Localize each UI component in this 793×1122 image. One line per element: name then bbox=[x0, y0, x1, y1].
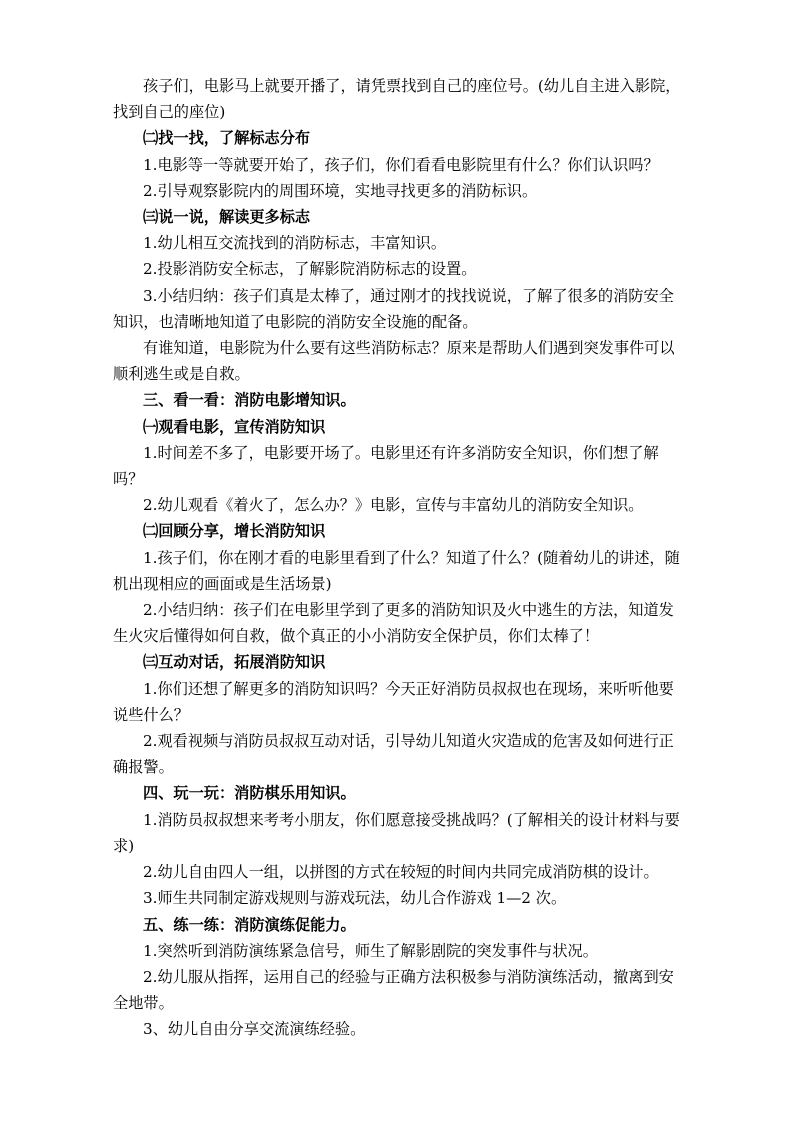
paragraph: 2.幼儿观看《着火了，怎么办？》电影，宣传与丰富幼儿的消防安全知识。 bbox=[143, 496, 644, 515]
paragraph: 2.引导观察影院内的周围环境，实地寻找更多的消防标识。 bbox=[143, 181, 538, 200]
paragraph: 2.幼儿服从指挥，运用自己的经验与正确方法积极参与消防演练活动，撤离到安全地带。 bbox=[113, 967, 674, 1013]
paragraph: 1.你们还想了解更多的消防知识吗？今天正好消防员叔叔也在现场，来听听他要说些什么？ bbox=[113, 679, 674, 724]
section-heading-drill: 五、练一练：消防演练促能力。 bbox=[143, 915, 356, 934]
paragraph: 2.观看视频与消防员叔叔互动对话，引导幼儿知道火灾造成的危害及如何进行正确报警。 bbox=[113, 732, 674, 777]
heading-watch-movie: ㈠观看电影，宣传消防知识 bbox=[143, 417, 326, 436]
paragraph: 3.小结归纳：孩子们真是太棒了，通过刚才的找找说说，了解了很多的消防安全知识，也清晰地知道了电影院的消防安全设施的配备。 bbox=[113, 286, 674, 331]
paragraph: 3.师生共同制定游戏规则与游戏玩法，幼儿合作游戏 1—2 次。 bbox=[143, 889, 567, 908]
heading-review-share: ㈡回顾分享，增长消防知识 bbox=[143, 522, 326, 541]
paragraph: 3、幼儿自由分享交流演练经验。 bbox=[143, 1020, 366, 1039]
heading-interactive-dialogue: ㈢互动对话，拓展消防知识 bbox=[143, 653, 326, 672]
paragraph: 2.小结归纳：孩子们在电影里学到了更多的消防知识及火中逃生的方法，知道发生火灾后懂得如何自救，做个真正的小小消防安全保护员，你们太棒了！ bbox=[113, 601, 674, 646]
paragraph: 1.幼儿相互交流找到的消防标志，丰富知识。 bbox=[143, 234, 447, 253]
section-heading-play: 四、玩一玩：消防棋乐用知识。 bbox=[143, 784, 356, 803]
paragraph: 1.电影等一等就要开始了，孩子们，你们看看电影院里有什么？你们认识吗？ bbox=[143, 155, 659, 174]
document-body bbox=[113, 73, 683, 1043]
paragraph: 1.时间差不多了，电影要开场了。电影里还有许多消防安全知识，你们想了解吗？ bbox=[113, 443, 659, 489]
paragraph-intro: 孩子们，电影马上就要开播了，请凭票找到自己的座位号。(幼儿自主进入影院，找到自己的座位) bbox=[113, 77, 681, 122]
paragraph: 2.幼儿自由四人一组，以拼图的方式在较短的时间内共同完成消防棋的设计。 bbox=[143, 863, 659, 882]
paragraph: 1.孩子们，你在刚才看的电影里看到了什么？知道了什么？(随着幼儿的讲述，随机出现相应的画面或是生活场景) bbox=[113, 548, 680, 593]
paragraph: 2.投影消防安全标志，了解影院消防标志的设置。 bbox=[143, 260, 477, 279]
paragraph: 有谁知道，电影院为什么要有这些消防标志？原来是帮助人们遇到突发事件可以顺利逃生或是自救。 bbox=[113, 339, 675, 384]
paragraph: 1.消防员叔叔想来考考小朋友，你们愿意接受挑战吗？(了解相关的设计材料与要求) bbox=[113, 810, 680, 855]
section-heading-watch: 三、看一看：消防电影增知识。 bbox=[143, 391, 356, 410]
heading-read-signs: ㈢说一说，解读更多标志 bbox=[143, 208, 311, 227]
paragraph: 1.突然听到消防演练紧急信号，师生了解影剧院的突发事件与状况。 bbox=[143, 941, 598, 960]
heading-find-signs: ㈡找一找，了解标志分布 bbox=[143, 129, 311, 148]
